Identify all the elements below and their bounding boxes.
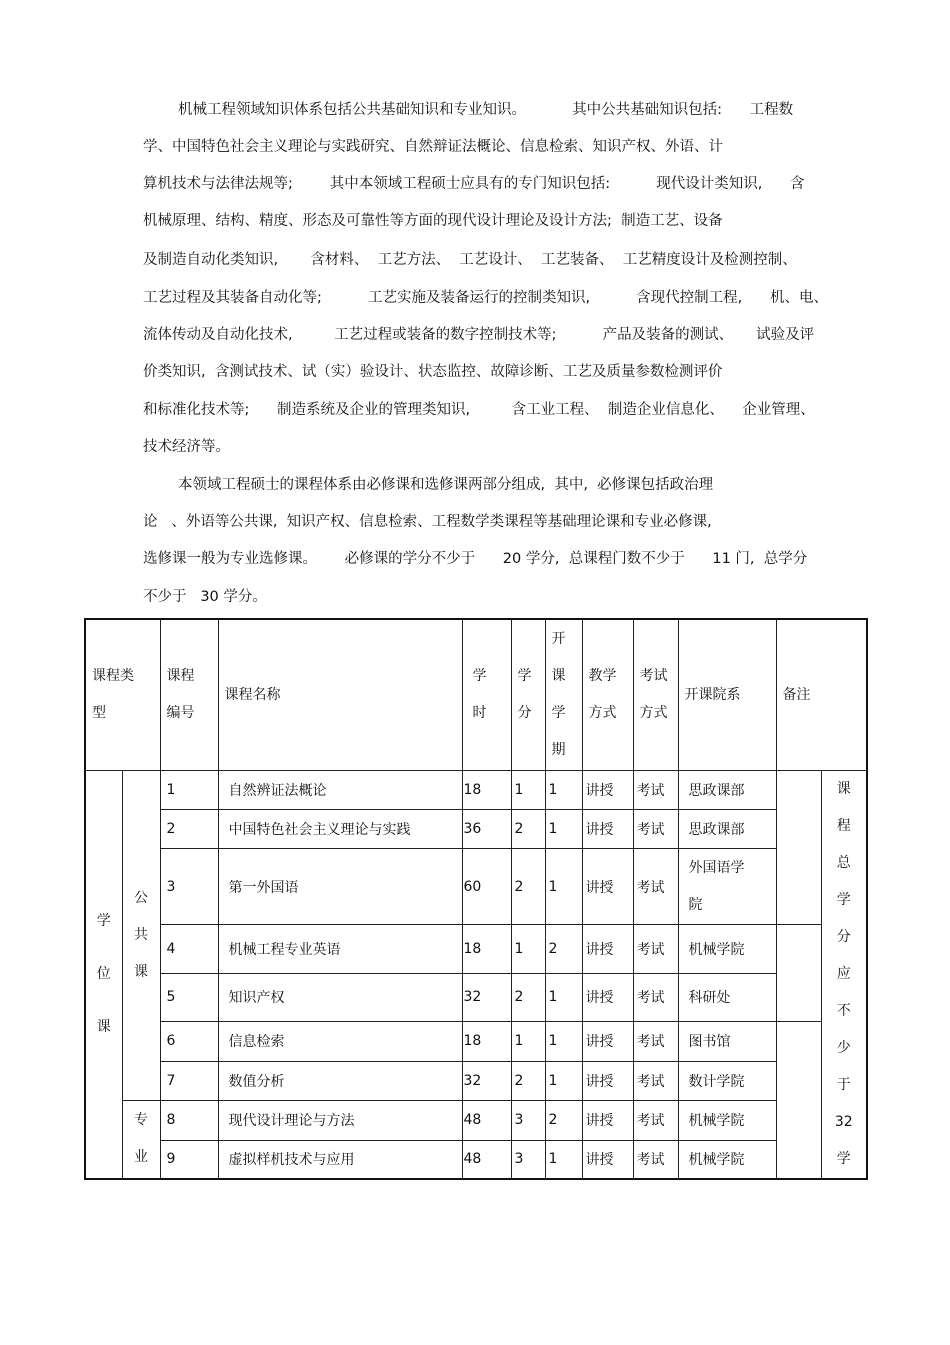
course-credit: 1 bbox=[511, 925, 545, 974]
course-name: 中国特色社会主义理论与实践 bbox=[218, 810, 462, 849]
course-credit: 2 bbox=[511, 973, 545, 1021]
course-hours: 60 bbox=[462, 849, 511, 925]
course-exam: 考试 bbox=[633, 1021, 678, 1061]
course-credit: 3 bbox=[511, 1140, 545, 1179]
course-dept: 思政课部 bbox=[678, 810, 776, 849]
course-hours: 36 bbox=[462, 810, 511, 849]
course-exam: 考试 bbox=[633, 849, 678, 925]
course-method: 讲授 bbox=[582, 771, 633, 810]
header-department: 开课院系 bbox=[678, 619, 776, 771]
paragraph1-line-2: 学、中国特色社会主义理论与实践研究、自然辩证法概论、信息检索、知识产权、外语、计 bbox=[143, 139, 723, 155]
course-name: 知识产权 bbox=[218, 973, 462, 1021]
course-name: 数值分析 bbox=[218, 1061, 462, 1100]
group-public-course: 公 共 课 bbox=[122, 771, 160, 1101]
remark-total-credits: 课 程 总 学 分 应 不 少 于 32 学 bbox=[821, 771, 867, 1180]
course-term: 2 bbox=[545, 925, 582, 974]
course-name: 现代设计理论与方法 bbox=[218, 1100, 462, 1140]
course-no: 7 bbox=[160, 1061, 218, 1100]
table-row bbox=[85, 771, 867, 810]
remark-blank bbox=[776, 1021, 821, 1179]
course-hours: 48 bbox=[462, 1140, 511, 1179]
course-no: 8 bbox=[160, 1100, 218, 1140]
table-row bbox=[85, 973, 867, 1021]
course-exam: 考试 bbox=[633, 1140, 678, 1179]
course-hours: 48 bbox=[462, 1100, 511, 1140]
course-dept: 数计学院 bbox=[678, 1061, 776, 1100]
table-row bbox=[85, 1100, 867, 1140]
course-term: 1 bbox=[545, 810, 582, 849]
course-credit: 1 bbox=[511, 1021, 545, 1061]
course-method: 讲授 bbox=[582, 925, 633, 974]
course-term: 1 bbox=[545, 1061, 582, 1100]
course-term: 2 bbox=[545, 1100, 582, 1140]
course-method: 讲授 bbox=[582, 1021, 633, 1061]
header-teaching-method: 教学 方式 bbox=[582, 619, 633, 771]
course-credit: 3 bbox=[511, 1100, 545, 1140]
group-major-course: 专 业 bbox=[122, 1100, 160, 1179]
paragraph1-line-3: 算机技术与法律法规等; 其中本领域工程硕士应具有的专门知识包括: 现代设计类知识, 含 bbox=[143, 176, 805, 192]
paragraph2-line-1: 本领域工程硕士的课程体系由必修课和选修课两部分组成, 其中, 必修课包括政治理 bbox=[178, 477, 714, 493]
course-dept: 外国语学 院 bbox=[678, 849, 776, 925]
course-hours: 18 bbox=[462, 1021, 511, 1061]
course-credit: 2 bbox=[511, 1061, 545, 1100]
paragraph1-line-7: 流体传动及自动化技术, 工艺过程或装备的数字控制技术等; 产品及装备的测试、 试验及评 bbox=[143, 327, 815, 343]
course-exam: 考试 bbox=[633, 1061, 678, 1100]
course-term: 1 bbox=[545, 771, 582, 810]
course-no: 9 bbox=[160, 1140, 218, 1179]
course-exam: 考试 bbox=[633, 1100, 678, 1140]
paragraph1-line-4: 机械原理、结构、精度、形态及可靠性等方面的现代设计理论及设计方法; 制造工艺、设备 bbox=[143, 213, 723, 229]
remark-blank bbox=[776, 771, 821, 925]
header-term: 开 课 学 期 bbox=[545, 619, 582, 771]
course-name: 虚拟样机技术与应用 bbox=[218, 1140, 462, 1179]
course-term: 1 bbox=[545, 1140, 582, 1179]
course-exam: 考试 bbox=[633, 973, 678, 1021]
paragraph1-line-5: 及制造自动化类知识, 含材料、 工艺方法、 工艺设计、 工艺装备、 工艺精度设计及检测控制、 bbox=[143, 252, 797, 268]
course-dept: 机械学院 bbox=[678, 925, 776, 974]
course-hours: 18 bbox=[462, 771, 511, 810]
paragraph1-line-10: 技术经济等。 bbox=[143, 439, 230, 455]
course-credit: 2 bbox=[511, 849, 545, 925]
course-hours: 18 bbox=[462, 925, 511, 974]
course-method: 讲授 bbox=[582, 810, 633, 849]
course-exam: 考试 bbox=[633, 925, 678, 974]
course-no: 5 bbox=[160, 973, 218, 1021]
course-method: 讲授 bbox=[582, 849, 633, 925]
course-dept: 图书馆 bbox=[678, 1021, 776, 1061]
course-credit: 2 bbox=[511, 810, 545, 849]
course-exam: 考试 bbox=[633, 810, 678, 849]
course-exam: 考试 bbox=[633, 771, 678, 810]
course-dept: 机械学院 bbox=[678, 1100, 776, 1140]
course-method: 讲授 bbox=[582, 1100, 633, 1140]
course-credit: 1 bbox=[511, 771, 545, 810]
header-credits: 学 分 bbox=[511, 619, 545, 771]
table-row bbox=[85, 1021, 867, 1061]
course-name: 自然辨证法概论 bbox=[218, 771, 462, 810]
table-row bbox=[85, 1140, 867, 1179]
paragraph1-line-9: 和标准化技术等; 制造系统及企业的管理类知识, 含工业工程、 制造企业信息化、 企业管理、 bbox=[143, 402, 815, 418]
course-no: 3 bbox=[160, 849, 218, 925]
course-dept: 机械学院 bbox=[678, 1140, 776, 1179]
group-degree-course: 学 位 课 bbox=[85, 771, 122, 1180]
course-method: 讲授 bbox=[582, 973, 633, 1021]
paragraph1-line-8: 价类知识, 含测试技术、试（实）验设计、状态监控、故障诊断、工艺及质量参数检测评价 bbox=[143, 364, 723, 380]
header-exam-method: 考试 方式 bbox=[633, 619, 678, 771]
course-no: 6 bbox=[160, 1021, 218, 1061]
table-row bbox=[85, 810, 867, 849]
paragraph2-line-2: 论 、外语等公共课, 知识产权、信息检索、工程数学类课程等基础理论课和专业必修课, bbox=[143, 514, 712, 530]
table-row bbox=[85, 1061, 867, 1100]
course-name: 信息检索 bbox=[218, 1021, 462, 1061]
course-method: 讲授 bbox=[582, 1140, 633, 1179]
course-term: 1 bbox=[545, 849, 582, 925]
header-course-code: 课程 编号 bbox=[160, 619, 218, 771]
course-name: 机械工程专业英语 bbox=[218, 925, 462, 974]
course-no: 2 bbox=[160, 810, 218, 849]
table-row bbox=[85, 849, 867, 925]
header-course-type: 课程类 型 bbox=[85, 619, 160, 771]
header-course-name: 课程名称 bbox=[218, 619, 462, 771]
course-dept: 科研处 bbox=[678, 973, 776, 1021]
header-hours: 学 时 bbox=[462, 619, 511, 771]
course-no: 1 bbox=[160, 771, 218, 810]
course-method: 讲授 bbox=[582, 1061, 633, 1100]
paragraph2-line-4: 不少于 30 学分。 bbox=[143, 589, 267, 605]
paragraph1-line-6: 工艺过程及其装备自动化等; 工艺实施及装备运行的控制类知识, 含现代控制工程, 机、电、 bbox=[143, 290, 828, 306]
table-header-row bbox=[85, 619, 867, 771]
course-hours: 32 bbox=[462, 1061, 511, 1100]
course-hours: 32 bbox=[462, 973, 511, 1021]
course-term: 1 bbox=[545, 1021, 582, 1061]
header-remark: 备注 bbox=[776, 619, 867, 771]
course-name: 第一外国语 bbox=[218, 849, 462, 925]
remark-blank bbox=[776, 925, 821, 1022]
course-term: 1 bbox=[545, 973, 582, 1021]
paragraph2-line-3: 选修课一般为专业选修课。 必修课的学分不少于 20 学分, 总课程门数不少于 11 门, 总学分 bbox=[143, 551, 808, 567]
course-table bbox=[84, 618, 868, 1180]
table-row bbox=[85, 925, 867, 974]
course-no: 4 bbox=[160, 925, 218, 974]
paragraph1-line-1: 机械工程领域知识体系包括公共基础知识和专业知识。 其中公共基础知识包括: 工程数 bbox=[178, 102, 794, 118]
course-dept: 思政课部 bbox=[678, 771, 776, 810]
